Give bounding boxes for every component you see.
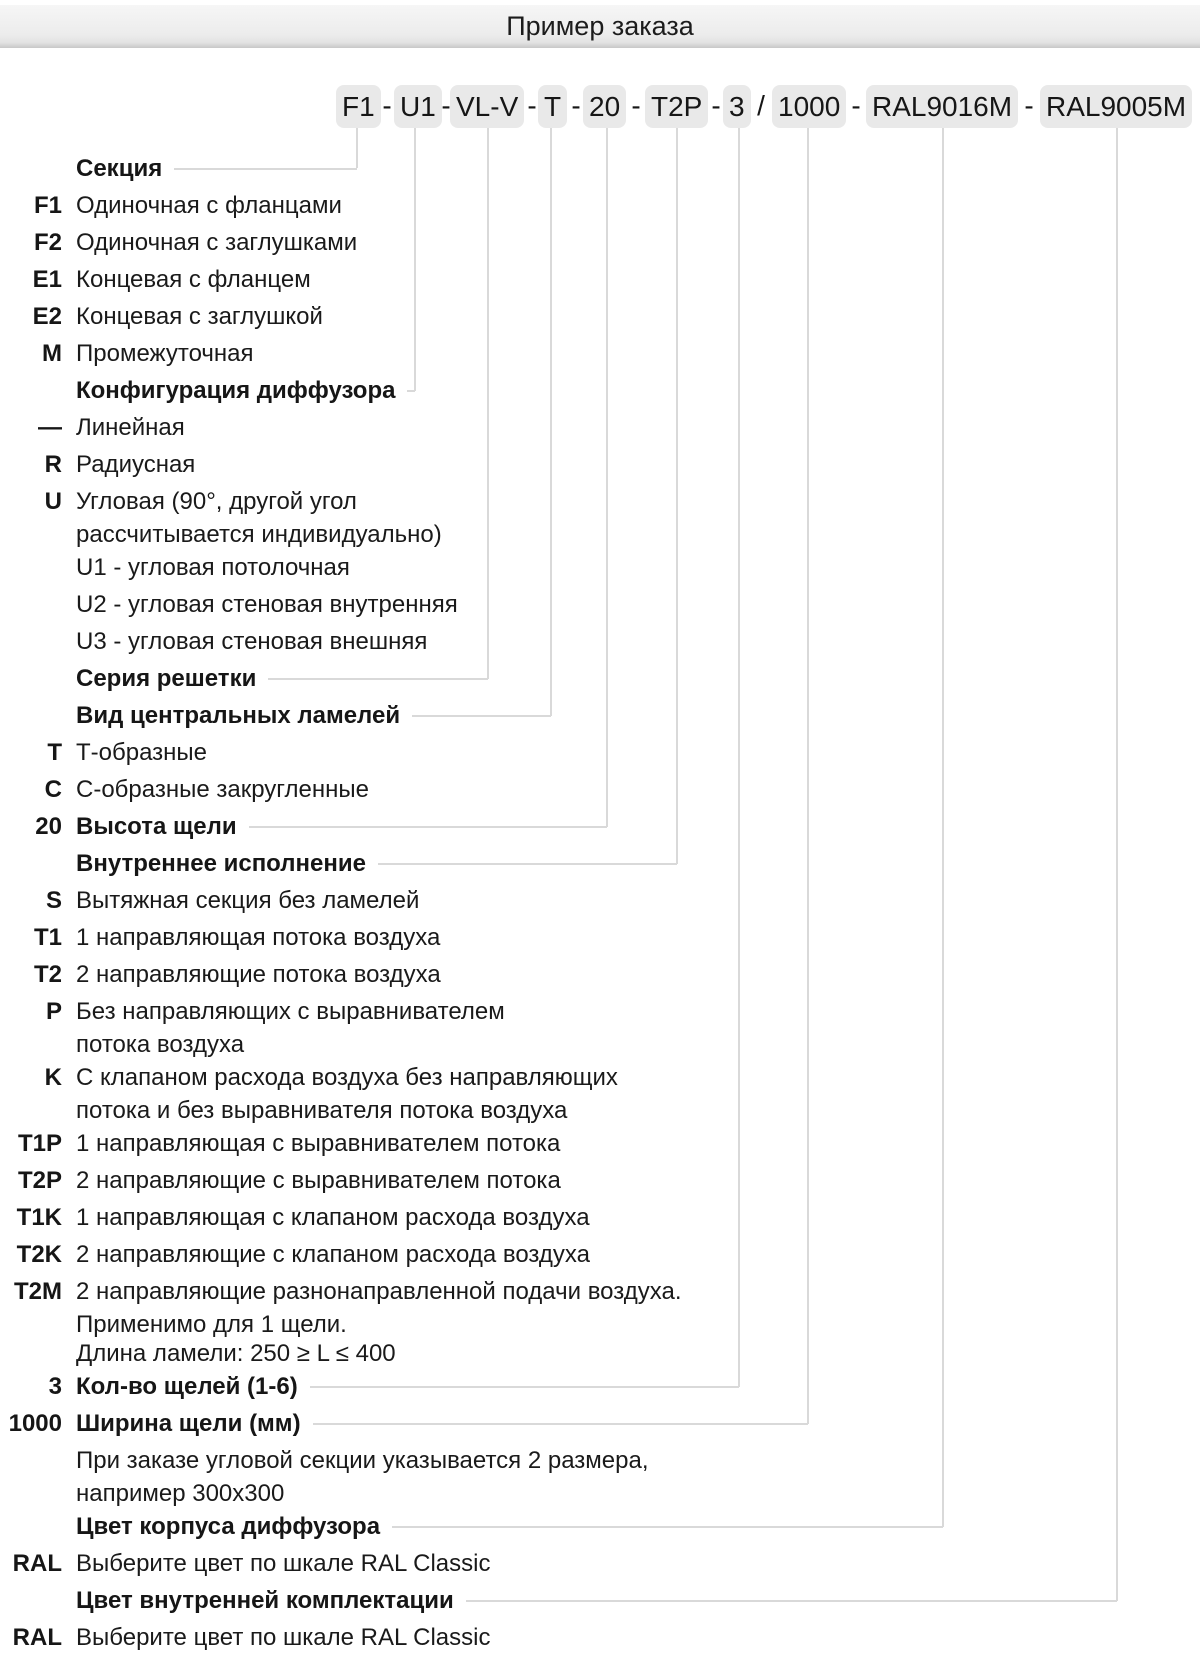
legend-code: F2 bbox=[33, 228, 62, 256]
code-segment-body-color: RAL9016M bbox=[866, 85, 1018, 128]
legend-code: T2K bbox=[16, 1240, 62, 1268]
legend-row bbox=[0, 261, 1200, 298]
connector-elbow-line bbox=[378, 863, 677, 865]
legend-description: например 300x300 bbox=[76, 1479, 285, 1507]
legend-row bbox=[0, 1368, 739, 1405]
legend-row bbox=[0, 1310, 1200, 1339]
legend-row bbox=[0, 1030, 1200, 1059]
code-segment-slot-count: 3 bbox=[723, 85, 751, 128]
legend-code: R bbox=[44, 450, 62, 478]
code-separator-slash: / bbox=[757, 90, 765, 121]
legend-row bbox=[0, 1339, 1200, 1368]
legend-row bbox=[0, 1442, 1200, 1479]
legend-row bbox=[0, 1479, 1200, 1508]
connector-elbow-line bbox=[313, 1423, 808, 1425]
code-separator: - bbox=[571, 90, 581, 121]
legend-code: 3 bbox=[48, 1372, 62, 1400]
legend-description: Одиночная с заглушками bbox=[76, 228, 358, 256]
page-title: Пример заказа bbox=[506, 11, 694, 41]
legend-description: С клапаном расхода воздуха без направляющих bbox=[76, 1063, 618, 1091]
legend-row bbox=[0, 446, 1200, 483]
legend-row bbox=[0, 520, 1200, 549]
legend-row bbox=[0, 660, 488, 697]
legend-description: Концевая с заглушкой bbox=[76, 302, 323, 330]
legend-code: T2M bbox=[14, 1277, 62, 1305]
legend-code: F1 bbox=[33, 191, 62, 219]
legend-description: U3 - угловая стеновая внешняя bbox=[76, 627, 428, 655]
connector-elbow-line bbox=[407, 390, 415, 392]
legend-code: T1K bbox=[16, 1203, 62, 1231]
legend-description: рассчитывается индивидуально) bbox=[76, 520, 442, 548]
legend-description: Секция bbox=[76, 154, 163, 182]
legend-row bbox=[0, 409, 1200, 446]
legend-code: U bbox=[44, 487, 62, 515]
legend-code: E1 bbox=[32, 265, 62, 293]
code-segment-inner-color: RAL9005M bbox=[1040, 85, 1192, 128]
legend-row bbox=[0, 1545, 1200, 1582]
legend-row bbox=[0, 298, 1200, 335]
legend-row bbox=[0, 882, 1200, 919]
legend-code: K bbox=[44, 1063, 62, 1091]
legend-row bbox=[0, 586, 1200, 623]
legend-description: Высота щели bbox=[76, 812, 237, 840]
legend-row bbox=[0, 1619, 1200, 1656]
code-segment-slot-width: 1000 bbox=[772, 85, 846, 128]
legend-row bbox=[0, 1162, 1200, 1199]
legend-row bbox=[0, 1236, 1200, 1273]
legend-description: потока воздуха bbox=[76, 1030, 245, 1058]
legend-description: 2 направляющие с клапаном расхода воздуха bbox=[76, 1240, 590, 1268]
legend-description: Концевая с фланцем bbox=[76, 265, 311, 293]
legend-description: потока и без выравнивателя потока воздуха bbox=[76, 1096, 568, 1124]
legend-description: Конфигурация диффузора bbox=[76, 376, 396, 404]
code-segment-configuration: U1 bbox=[394, 85, 442, 128]
legend-row bbox=[0, 372, 415, 409]
legend-description: Промежуточная bbox=[76, 339, 254, 367]
connector-elbow-line bbox=[392, 1526, 943, 1528]
code-separator: - bbox=[851, 90, 861, 121]
legend-description: Внутреннее исполнение bbox=[76, 849, 366, 877]
legend-description: 1 направляющая с клапаном расхода воздуха bbox=[76, 1203, 590, 1231]
legend-row bbox=[0, 1273, 1200, 1310]
header-bar bbox=[0, 5, 1200, 48]
legend-description: Ширина щели (мм) bbox=[76, 1409, 301, 1437]
legend-code: C bbox=[44, 775, 62, 803]
code-separator: - bbox=[441, 90, 451, 121]
legend-description: 2 направляющие потока воздуха bbox=[76, 960, 441, 988]
legend-row bbox=[0, 697, 551, 734]
legend-description: Радиусная bbox=[76, 450, 196, 478]
legend-code: — bbox=[38, 413, 62, 441]
legend-row bbox=[0, 808, 607, 845]
legend-row bbox=[0, 1125, 1200, 1162]
legend-code: RAL bbox=[12, 1549, 62, 1577]
connector-elbow-line bbox=[249, 826, 607, 828]
legend-description: U1 - угловая потолочная bbox=[76, 553, 350, 581]
code-segment-slot-height: 20 bbox=[583, 85, 626, 128]
legend-description: Цвет корпуса диффузора bbox=[76, 1512, 381, 1540]
legend-code: T2 bbox=[33, 960, 62, 988]
legend-code: T bbox=[47, 738, 62, 766]
legend-row bbox=[0, 956, 1200, 993]
code-separator: - bbox=[382, 90, 392, 121]
legend-row bbox=[0, 845, 677, 882]
connector-elbow-line bbox=[310, 1386, 739, 1388]
legend-row bbox=[0, 335, 1200, 372]
code-separator: - bbox=[711, 90, 721, 121]
legend-code: T1 bbox=[33, 923, 62, 951]
legend-description: Без направляющих с выравнивателем bbox=[76, 997, 505, 1025]
legend-code: 20 bbox=[35, 812, 62, 840]
connector-elbow-line bbox=[268, 678, 488, 680]
connector-elbow-line bbox=[412, 715, 551, 717]
legend-description: Цвет внутренней комплектации bbox=[76, 1586, 454, 1614]
legend-description: Выберите цвет по шкале RAL Classic bbox=[76, 1623, 491, 1651]
legend-row bbox=[0, 1059, 1200, 1096]
legend-row bbox=[0, 1508, 943, 1545]
legend-code: T1P bbox=[17, 1129, 62, 1157]
connector-elbow-line bbox=[466, 1600, 1117, 1602]
legend-description: Т-образные bbox=[76, 738, 208, 766]
legend-description: Вид центральных ламелей bbox=[76, 701, 401, 729]
legend-row bbox=[0, 919, 1200, 956]
legend-code: RAL bbox=[12, 1623, 62, 1651]
legend-description: С-образные закругленные bbox=[76, 775, 369, 803]
legend-code: P bbox=[45, 997, 62, 1025]
legend-code: E2 bbox=[32, 302, 62, 330]
legend-row bbox=[0, 483, 1200, 520]
legend-row bbox=[0, 993, 1200, 1030]
code-separator: - bbox=[1024, 90, 1034, 121]
code-separator: - bbox=[631, 90, 641, 121]
legend-description: Серия решетки bbox=[76, 664, 257, 692]
legend-row bbox=[0, 1405, 808, 1442]
legend-description: 2 направляющие с выравнивателем потока bbox=[76, 1166, 561, 1194]
legend-row bbox=[0, 1199, 1200, 1236]
legend-code: 1000 bbox=[8, 1409, 62, 1437]
legend-description: Угловая (90°, другой угол bbox=[76, 487, 357, 515]
legend-description: Вытяжная секция без ламелей bbox=[76, 886, 420, 914]
legend-code: S bbox=[45, 886, 62, 914]
legend-description: Длина ламели: 250 ≥ L ≤ 400 bbox=[76, 1339, 396, 1367]
legend-row bbox=[0, 1096, 1200, 1125]
legend-description: Одиночная с фланцами bbox=[76, 191, 342, 219]
legend-description: Выберите цвет по шкале RAL Classic bbox=[76, 1549, 491, 1577]
legend-description: Линейная bbox=[76, 413, 185, 441]
legend-description: Применимо для 1 щели. bbox=[76, 1310, 347, 1338]
legend-row bbox=[0, 771, 1200, 808]
code-segment-series: VL-V bbox=[450, 85, 524, 128]
legend-description: 2 направляющие разнонаправленной подачи воздуха. bbox=[76, 1277, 682, 1305]
legend-code: T2P bbox=[17, 1166, 62, 1194]
connector-elbow-line bbox=[174, 168, 357, 170]
code-segment-inner-version: T2P bbox=[645, 85, 708, 128]
legend-row bbox=[0, 549, 1200, 586]
legend-row bbox=[0, 150, 357, 187]
code-separator: - bbox=[527, 90, 537, 121]
code-segment-section: F1 bbox=[336, 85, 381, 128]
legend-description: U2 - угловая стеновая внутренняя bbox=[76, 590, 458, 618]
legend bbox=[0, 150, 1200, 1656]
legend-row bbox=[0, 623, 1200, 660]
legend-code: M bbox=[42, 339, 62, 367]
legend-description: Кол-во щелей (1-6) bbox=[76, 1372, 298, 1400]
legend-description: При заказе угловой секции указывается 2 размера, bbox=[76, 1446, 649, 1474]
legend-row bbox=[0, 187, 1200, 224]
legend-description: 1 направляющая с выравнивателем потока bbox=[76, 1129, 561, 1157]
legend-row bbox=[0, 1582, 1117, 1619]
legend-row bbox=[0, 734, 1200, 771]
legend-row bbox=[0, 224, 1200, 261]
code-segment-lamella-type: T bbox=[538, 85, 567, 128]
legend-description: 1 направляющая потока воздуха bbox=[76, 923, 441, 951]
